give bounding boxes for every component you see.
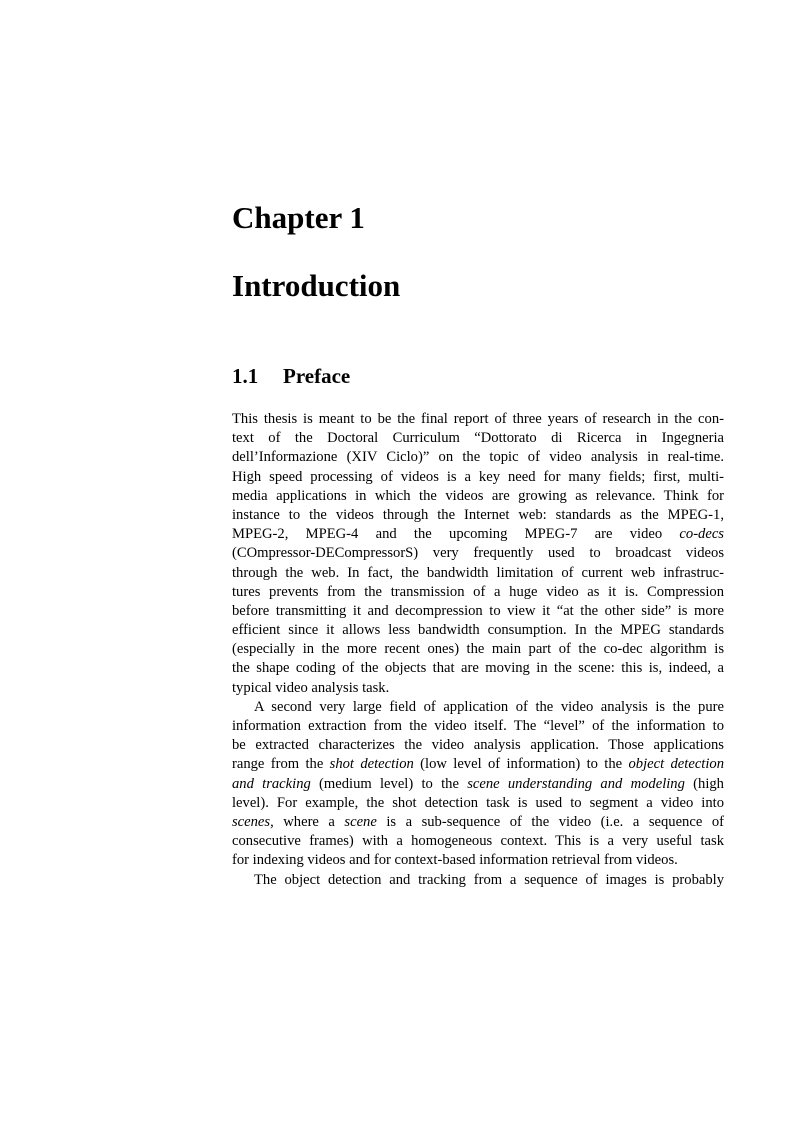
body-text: [232, 410, 724, 890]
emphasis: scene: [344, 813, 377, 830]
text-line: High speed processing of videos is a key need for many fields; first, multi-: [232, 468, 724, 485]
text-line: dell’Informazione (XIV Ciclo)” on the topic of video analysis in real-time.: [232, 449, 724, 466]
emphasis: object detection: [628, 756, 724, 773]
text-line: A second very large field of application of the video analysis is the pure: [254, 698, 724, 715]
paragraph-3: [232, 871, 724, 890]
text-segment: (low level of information) to the: [413, 756, 629, 773]
text-line: typical video analysis task.: [232, 679, 390, 696]
text-line: for indexing videos and for context-based information retrieval from videos.: [232, 852, 678, 869]
text-segment: is a sub-sequence of the video (i.e. a sequence of: [376, 813, 724, 830]
text-line: [232, 775, 724, 794]
text-line: The object detection and tracking from a sequence of images is probably: [254, 871, 724, 888]
text-line: [232, 755, 724, 774]
chapter-title: Introduction: [232, 268, 401, 303]
text-segment: range from the: [232, 756, 330, 773]
text-line: (COmpressor-DECompressorS) very frequently used to broadcast videos: [232, 545, 724, 562]
text-segment: (high: [684, 775, 724, 792]
text-line: the shape coding of the objects that are moving in the scene: this is, indeed, a: [232, 660, 724, 677]
text-line: [232, 525, 724, 544]
text-line: efficient since it allows less bandwidth consumption. In the MPEG standards: [232, 622, 724, 639]
text-line: [232, 813, 724, 832]
emphasis: and tracking: [232, 775, 311, 792]
text-line: instance to the videos through the Internet web: standards as the MPEG-1,: [232, 506, 724, 523]
paragraph-1: [232, 410, 724, 698]
section-title: Preface: [283, 364, 351, 388]
emphasis: shot detection: [329, 756, 414, 773]
emphasis: scene understanding and modeling: [467, 775, 685, 792]
paragraph-2: [232, 698, 724, 871]
text-segment: , where a: [270, 813, 345, 830]
text-line: information extraction from the video itself. The “level” of the information to: [232, 718, 724, 734]
text-line: (especially in the more recent ones) the main part of the co-dec algorithm is: [232, 641, 724, 658]
text-segment: MPEG-2, MPEG-4 and the upcoming MPEG-7 are video: [232, 526, 680, 543]
chapter-label: Chapter 1: [232, 200, 365, 235]
text-line: This thesis is meant to be the final report of three years of research in the con-: [232, 411, 724, 427]
emphasis: co-decs: [679, 526, 724, 543]
text-line: through the web. In fact, the bandwidth limitation of current web infrastruc-: [232, 564, 724, 581]
text-line: level). For example, the shot detection task is used to segment a video into: [232, 794, 724, 811]
emphasis: scenes: [232, 813, 271, 830]
text-line: text of the Doctoral Curriculum “Dottorato di Ricerca in Ingegneria: [232, 430, 724, 447]
text-line: consecutive frames) with a homogeneous context. This is a very useful task: [232, 833, 724, 850]
text-line: tures prevents from the transmission of a huge video as it is. Compression: [232, 583, 724, 600]
section-number: 1.1: [232, 364, 259, 388]
text-line: media applications in which the videos are growing as relevance. Think for: [232, 487, 724, 504]
text-line: be extracted characterizes the video analysis application. Those applications: [232, 737, 724, 754]
text-line: before transmitting it and decompression to view it “at the other side” is more: [232, 602, 724, 619]
section-heading: [232, 363, 350, 389]
text-segment: (medium level) to the: [310, 775, 468, 792]
